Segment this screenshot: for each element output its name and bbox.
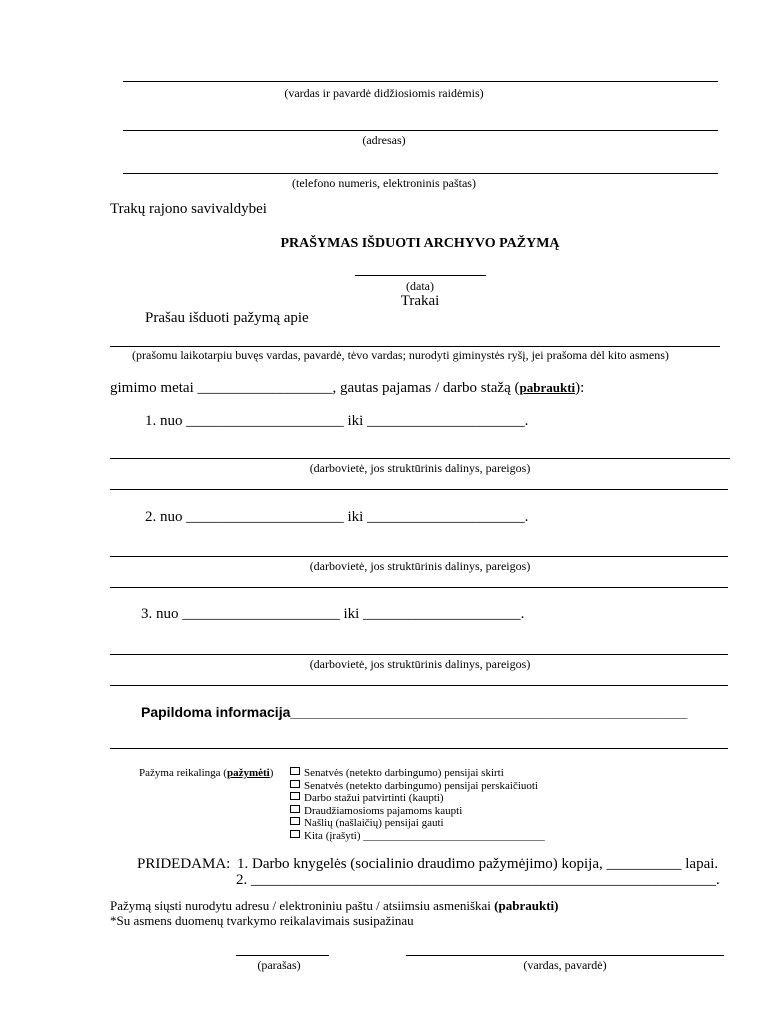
checkbox-icon[interactable] (290, 805, 300, 813)
period-2-caption: (darbovietė, jos struktūrinis dalinys, pareigos) (309, 559, 531, 573)
purpose-option-6[interactable] (290, 830, 545, 843)
checkbox-icon[interactable] (290, 780, 300, 788)
birth-line-emphasis: pabraukti (519, 380, 576, 395)
purpose-label-prefix: Pažyma reikalinga ( (139, 767, 227, 779)
address-line[interactable] (123, 130, 718, 131)
place: Trakai (400, 293, 440, 309)
contact-caption: (telefono numeris, elektroninis paštas) (292, 176, 476, 190)
period-3-line-a[interactable] (110, 654, 728, 655)
period-2-line-b[interactable] (110, 587, 728, 588)
birth-line-prefix: gimimo metai __________________, gautas pajamas / darbo stažą ( (110, 380, 520, 396)
full-name-line[interactable] (406, 955, 724, 956)
birth-line (110, 380, 584, 397)
delivery-emphasis: (pabraukti) (494, 898, 559, 913)
date-line[interactable] (355, 275, 486, 276)
name-caption: (vardas ir pavardė didžiosiomis raidėmis) (284, 86, 484, 100)
period-1-line-b[interactable] (110, 489, 728, 490)
checkbox-icon[interactable] (290, 767, 300, 775)
period-3[interactable]: 3. nuo _____________________ iki _____________________. (141, 606, 525, 622)
period-1-line-a[interactable] (110, 458, 730, 459)
purpose-option-label: Našlių (našlaičių) pensijai gauti (304, 817, 444, 829)
purpose-option-4[interactable] (290, 805, 545, 818)
purpose-option-label: Senatvės (netekto darbingumo) pensijai skirti (304, 767, 504, 779)
purpose-label-suffix: ) (269, 767, 274, 779)
period-2[interactable]: 2. nuo _____________________ iki _____________________. (145, 509, 529, 525)
person-line[interactable] (110, 346, 720, 347)
period-1-caption: (darbovietė, jos struktūrinis dalinys, pareigos) (309, 461, 531, 475)
checkbox-icon[interactable] (290, 792, 300, 800)
purpose-label-emphasis: pažymėti (226, 767, 270, 779)
date-caption: (data) (406, 279, 434, 293)
name-line[interactable] (123, 81, 718, 82)
purpose-option-label: Darbo stažui patvirtinti (kaupti) (304, 792, 444, 804)
attachment-item-1[interactable]: 1. Darbo knygelės (socialinio draudimo pažymėjimo) kopija, __________ lapai. (237, 856, 719, 872)
full-name-caption: (vardas, pavardė) (523, 958, 607, 972)
period-3-line-b[interactable] (110, 685, 728, 686)
request-intro: Prašau išduoti pažymą apie (145, 310, 309, 326)
purpose-option-label: Senatvės (netekto darbingumo) pensijai perskaičiuoti (304, 779, 538, 792)
purpose-option-1[interactable] (290, 767, 545, 780)
additional-info[interactable]: Papildoma informacija___________________________________________________ (141, 704, 688, 720)
consent-note: *Su asmens duomenų tvarkymo reikalavimais susipažinau (110, 913, 414, 928)
additional-info-line[interactable] (110, 748, 728, 749)
checkbox-icon[interactable] (290, 830, 300, 838)
checkbox-icon[interactable] (290, 817, 300, 825)
attachments-label: PRIDEDAMA: (137, 856, 231, 872)
purpose-options (290, 767, 545, 842)
period-3-caption: (darbovietė, jos struktūrinis dalinys, pareigos) (309, 657, 531, 671)
signature-line[interactable] (236, 955, 329, 956)
person-caption: (prašomu laikotarpiu buvęs vardas, pavardė, tėvo vardas; nurodyti giminystės ryšį, jei prašoma dėl kito asmens) (132, 348, 669, 362)
purpose-option-label: Kita (įrašyti) _________________________________ (304, 829, 545, 842)
contact-line[interactable] (123, 173, 718, 174)
delivery-instructions (110, 898, 558, 914)
attachment-item-2[interactable]: 2. ______________________________________________________________. (236, 872, 720, 888)
purpose-option-3[interactable] (290, 792, 545, 805)
period-2-line-a[interactable] (110, 556, 728, 557)
purpose-label (139, 767, 273, 779)
purpose-option-label: Draudžiamosioms pajamoms kaupti (304, 804, 463, 817)
signature-caption: (parašas) (257, 958, 301, 972)
delivery-text: Pažymą siųsti nurodytu adresu / elektroniniu paštu / atsiimsiu asmeniškai (110, 898, 495, 913)
purpose-option-5[interactable] (290, 817, 545, 830)
recipient: Trakų rajono savivaldybei (110, 201, 267, 217)
purpose-option-2[interactable] (290, 780, 545, 793)
birth-line-suffix: ): (575, 380, 585, 396)
period-1[interactable]: 1. nuo _____________________ iki _____________________. (145, 413, 529, 429)
address-caption: (adresas) (362, 133, 406, 147)
document-title: PRAŠYMAS IŠDUOTI ARCHYVO PAŽYMĄ (280, 236, 560, 251)
